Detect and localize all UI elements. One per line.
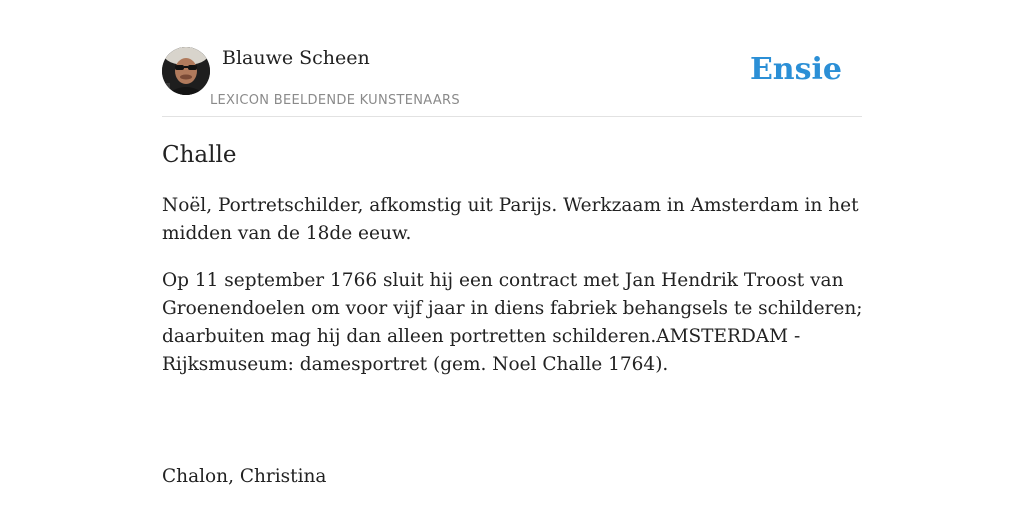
entry-content [162, 192, 872, 398]
entry-title: Challe [162, 142, 237, 168]
source-lexicon-link[interactable]: LEXICON BEELDENDE KUNSTENAARS [210, 93, 460, 108]
author-avatar[interactable] [162, 47, 210, 95]
entry-paragraph: Op 11 september 1766 sluit hij een contract met Jan Hendrik Troost van Groenendoelen om voor vijf jaar in diens fabriek behangsels te schilderen; daarbuiten mag hij dan alleen portretten schilderen.AMSTERDAM -Rijksmuseum: damesportret (gem. Noel Challe 1764). [162, 270, 863, 375]
entry-paragraph: Noël, Portretschilder, afkomstig uit Parijs. Werkzaam in Amsterdam in het midden van de 18de eeuw. [162, 195, 859, 244]
page-header [162, 46, 862, 117]
author-name[interactable]: Blauwe Scheen [222, 47, 370, 69]
ensie-logo[interactable]: Ensie [749, 52, 842, 87]
next-entry-link[interactable]: Chalon, Christina [162, 466, 327, 487]
avatar-photo-icon [162, 47, 210, 95]
